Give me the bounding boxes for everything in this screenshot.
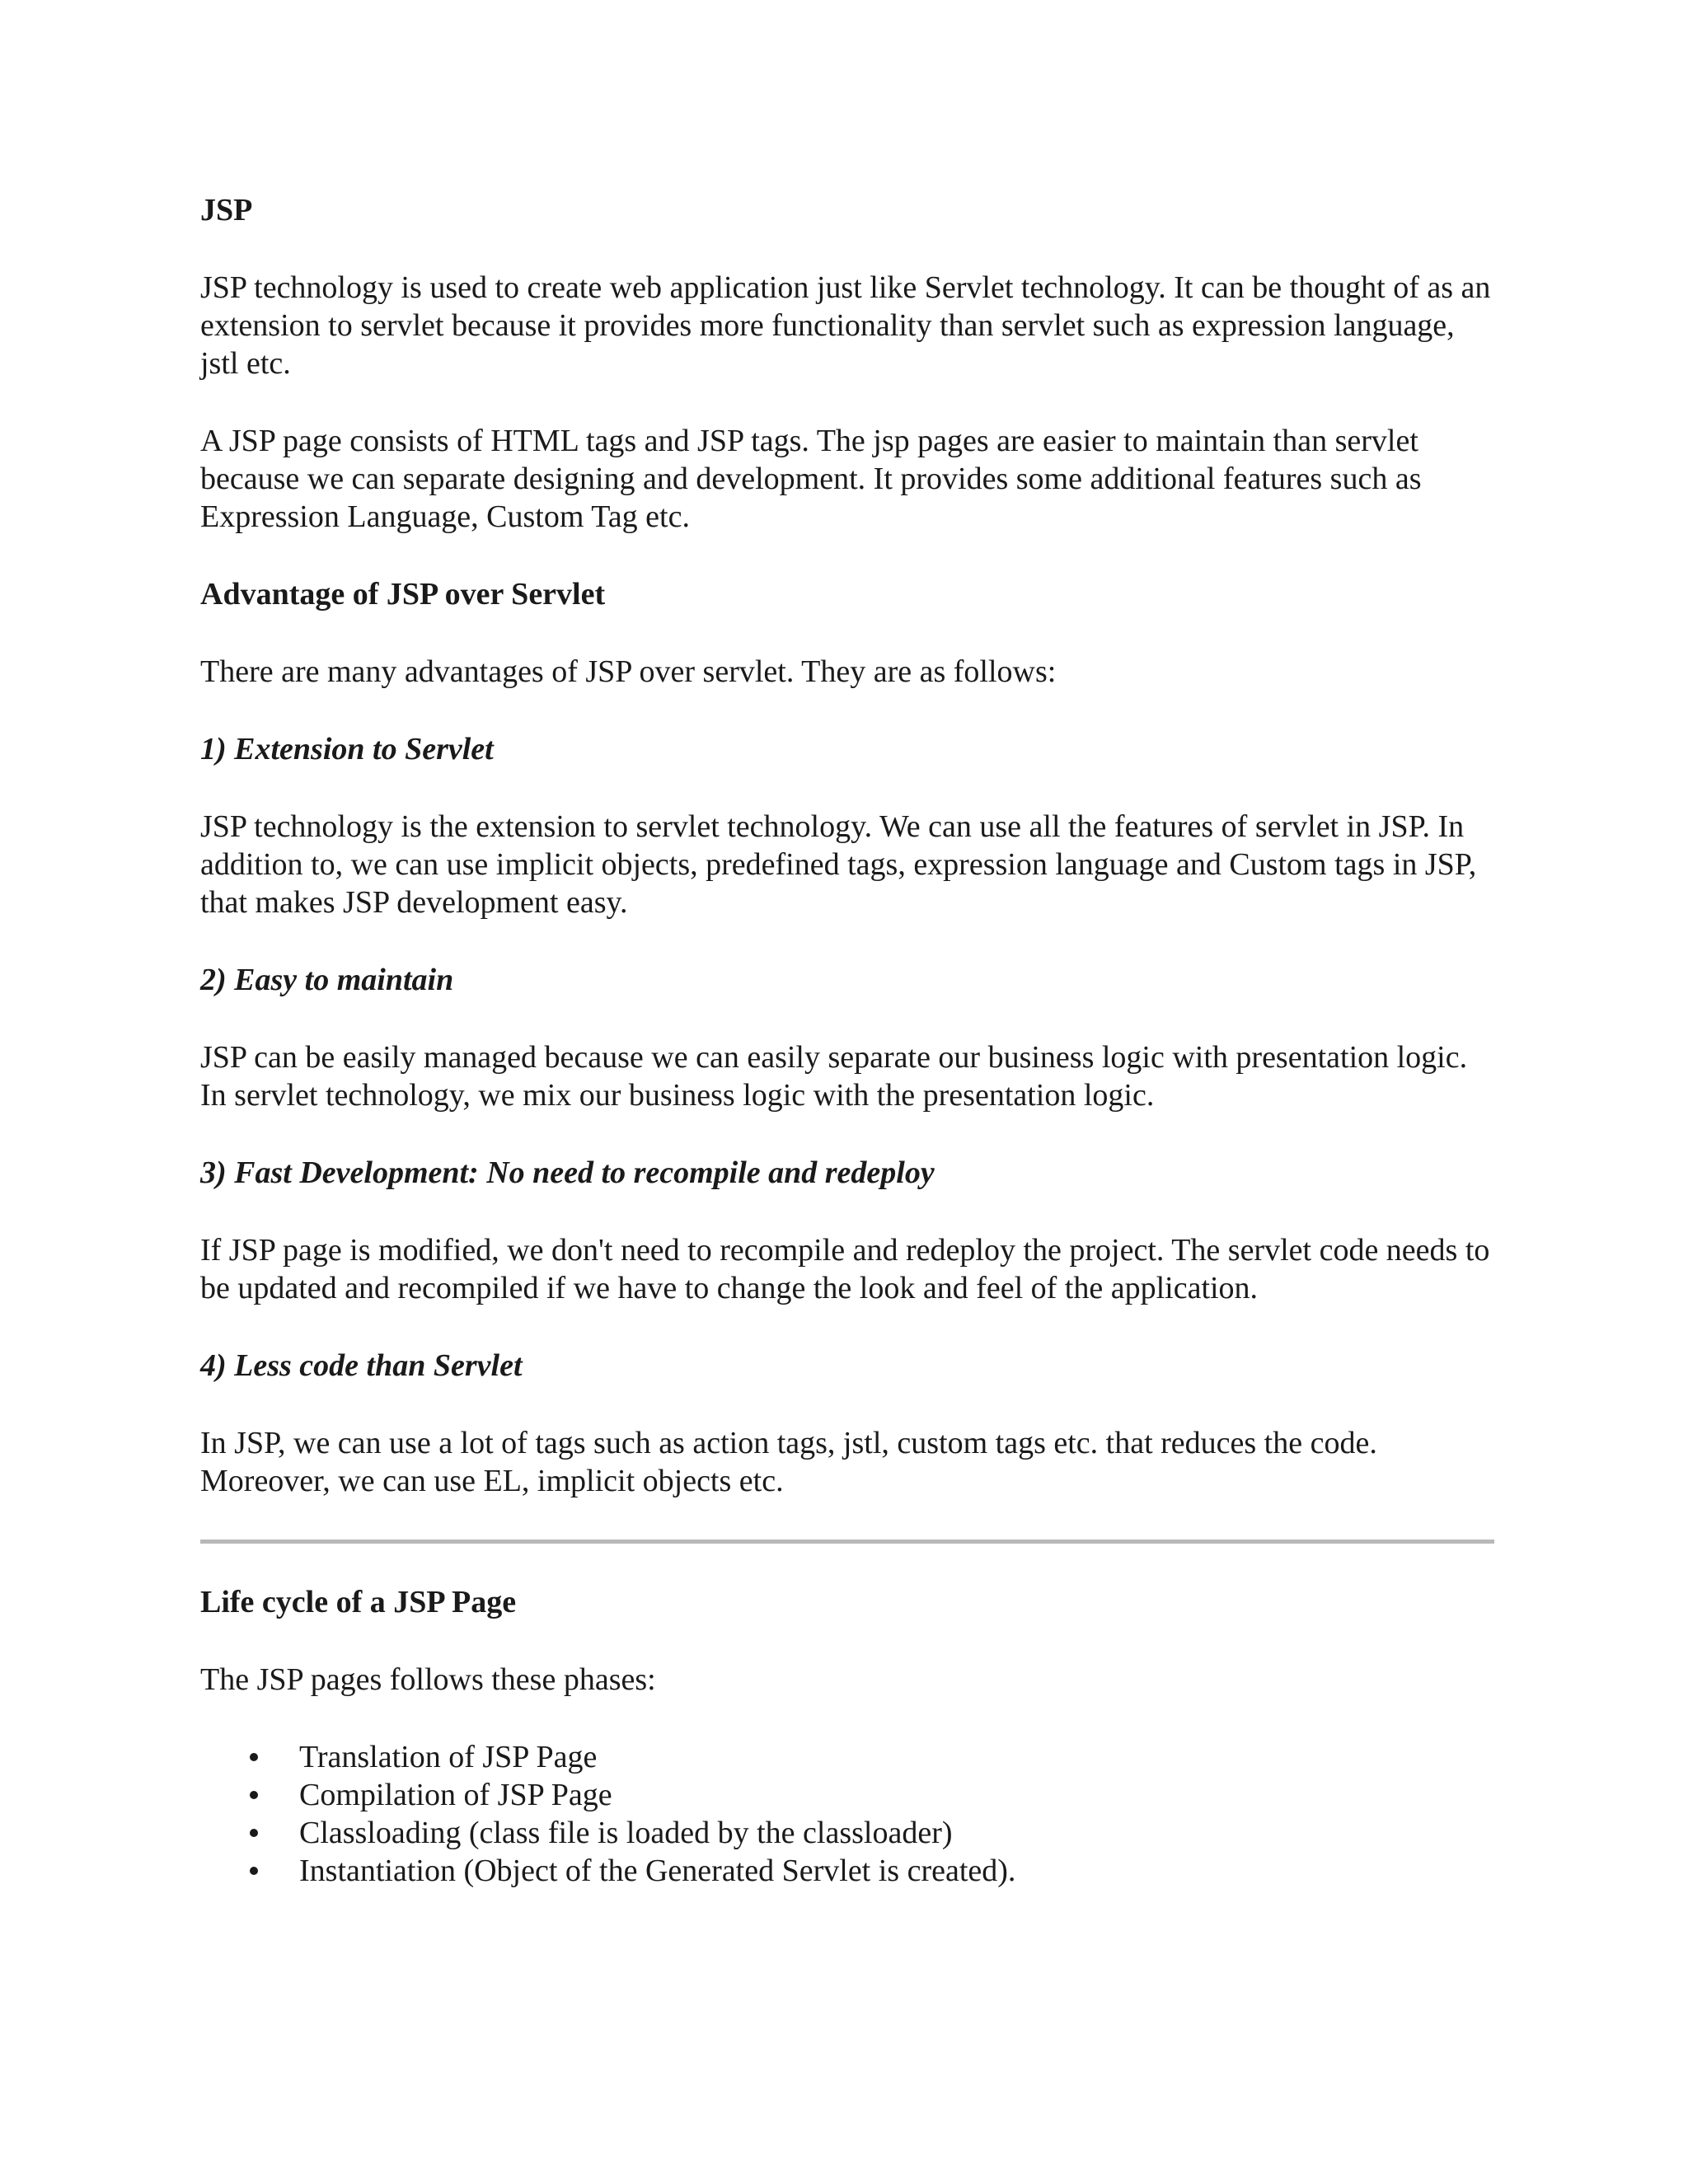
advantages-heading: Advantage of JSP over Servlet (200, 577, 606, 612)
bullet-icon (250, 1867, 258, 1875)
advantage-text: In JSP, we can use a lot of tags such as action tags, jstl, custom tags etc. that reduces the code. Moreover, we can use EL, implicit objects etc. (200, 1426, 1377, 1498)
list-item (250, 1852, 1494, 1890)
advantage-text: JSP can be easily managed because we can easily separate our business logic with presentation logic. In servlet technology, we mix our business logic with the presentation logic. (200, 1040, 1468, 1113)
lifecycle-intro: The JSP pages follows these phases: (200, 1662, 656, 1697)
advantage-title: 3) Fast Development: No need to recompile and redeploy (200, 1155, 935, 1190)
intro-paragraph: A JSP page consists of HTML tags and JSP tags. The jsp pages are easier to maintain than servlet because we can separate designing and development. It provides some additional features such as Expression Language, Custom Tag etc. (200, 424, 1422, 534)
advantages-intro: There are many advantages of JSP over servlet. They are as follows: (200, 654, 1057, 689)
advantage-title: 1) Extension to Servlet (200, 732, 494, 766)
document-page (200, 191, 1494, 1890)
phase-label: Classloading (class file is loaded by the classloader) (299, 1816, 953, 1850)
list-item (250, 1776, 1494, 1814)
advantage-title: 2) Easy to maintain (200, 963, 454, 997)
advantage-title: 4) Less code than Servlet (200, 1348, 523, 1383)
phase-label: Instantiation (Object of the Generated Servlet is created). (299, 1854, 1016, 1888)
bullet-icon (250, 1791, 258, 1799)
advantage-text: If JSP page is modified, we don't need to recompile and redeploy the project. The servlet code needs to be updated and recompiled if we have to change the look and feel of the application. (200, 1233, 1490, 1305)
list-item (250, 1738, 1494, 1776)
bullet-icon (250, 1829, 258, 1837)
section-divider (200, 1540, 1494, 1544)
document-title: JSP (200, 193, 253, 227)
list-item (250, 1814, 1494, 1852)
phase-label: Compilation of JSP Page (299, 1778, 612, 1812)
lifecycle-heading: Life cycle of a JSP Page (200, 1585, 517, 1619)
phase-label: Translation of JSP Page (299, 1740, 598, 1774)
intro-paragraph: JSP technology is used to create web application just like Servlet technology. It can be thought of as an extension to servlet because it provides more functionality than servlet such as expression language, jstl etc. (200, 270, 1491, 381)
lifecycle-phase-list (200, 1738, 1494, 1890)
bullet-icon (250, 1753, 258, 1761)
advantage-text: JSP technology is the extension to servlet technology. We can use all the features of servlet in JSP. In addition to, we can use implicit objects, predefined tags, expression language and Custom tags in JSP, that makes JSP development easy. (200, 809, 1477, 920)
